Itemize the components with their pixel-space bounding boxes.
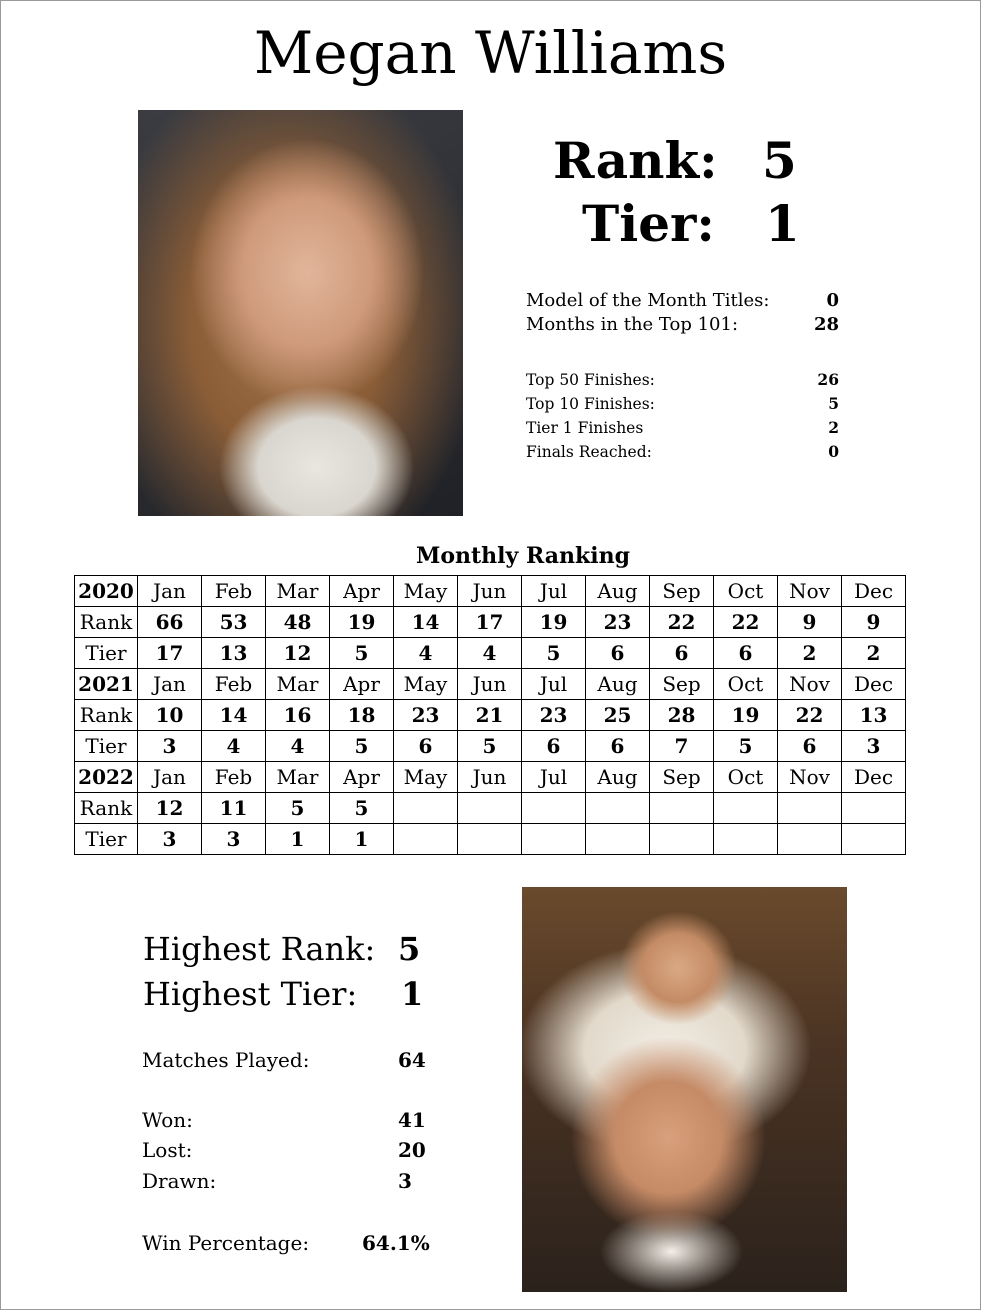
table-row-tier	[75, 824, 906, 855]
rank-value-cell: 18	[330, 700, 394, 731]
rank-value-cell	[842, 793, 906, 824]
table-row-rank	[75, 793, 906, 824]
year-label-cell: 2022	[75, 762, 138, 793]
tier-value-cell: 3	[202, 824, 266, 855]
month-header-cell: Jun	[458, 669, 522, 700]
tier-value-cell: 7	[650, 731, 714, 762]
tier-value-cell: 5	[458, 731, 522, 762]
matches-played-value: 64	[398, 1048, 426, 1072]
tier-label: Tier:	[582, 194, 715, 253]
month-header-cell: Sep	[650, 762, 714, 793]
win-percentage-label: Win Percentage:	[142, 1231, 310, 1255]
rank-value-cell	[394, 793, 458, 824]
month-header-cell: Jan	[138, 762, 202, 793]
rank-value-cell: 17	[458, 607, 522, 638]
tier-value-cell: 2	[778, 638, 842, 669]
month-header-cell: Jun	[458, 576, 522, 607]
tier-value-cell: 6	[586, 731, 650, 762]
month-header-cell: Nov	[778, 669, 842, 700]
highest-tier-label: Highest Tier:	[143, 975, 358, 1013]
month-header-cell: Sep	[650, 576, 714, 607]
year-label-cell: 2021	[75, 669, 138, 700]
rank-value-cell: 66	[138, 607, 202, 638]
tier-value-cell: 5	[714, 731, 778, 762]
model-portrait-photo	[138, 110, 463, 516]
tier-value-cell	[650, 824, 714, 855]
tier-value-cell: 17	[138, 638, 202, 669]
tier-row-label-cell: Tier	[75, 731, 138, 762]
rank-value-cell	[650, 793, 714, 824]
rank-value-cell: 14	[394, 607, 458, 638]
table-row-header	[75, 669, 906, 700]
model-runway-photo	[522, 887, 847, 1292]
stat-label-tier1: Tier 1 Finishes	[526, 419, 644, 437]
month-header-cell: Jul	[522, 576, 586, 607]
tier-value-cell: 6	[586, 638, 650, 669]
rank-value-cell: 11	[202, 793, 266, 824]
rank-value-cell: 12	[138, 793, 202, 824]
tier-value-cell	[778, 824, 842, 855]
tier-value-cell: 6	[522, 731, 586, 762]
month-header-cell: Sep	[650, 669, 714, 700]
tier-value-cell: 6	[714, 638, 778, 669]
month-header-cell: Jul	[522, 669, 586, 700]
rank-value-cell: 9	[842, 607, 906, 638]
won-value: 41	[398, 1108, 426, 1132]
stat-value-top10: 5	[828, 394, 839, 413]
month-header-cell: Aug	[586, 576, 650, 607]
rank-value-cell	[714, 793, 778, 824]
rank-value-cell: 5	[266, 793, 330, 824]
month-header-cell: May	[394, 576, 458, 607]
tier-value-cell: 12	[266, 638, 330, 669]
rank-value-cell: 28	[650, 700, 714, 731]
rank-label: Rank:	[553, 131, 718, 190]
model-name-title: Megan Williams	[253, 19, 728, 87]
table-row-header	[75, 576, 906, 607]
month-header-cell: Dec	[842, 762, 906, 793]
month-header-cell: May	[394, 762, 458, 793]
stat-label-finals: Finals Reached:	[526, 443, 652, 461]
tier-value-cell: 5	[522, 638, 586, 669]
rank-value-cell: 21	[458, 700, 522, 731]
table-row-rank	[75, 607, 906, 638]
month-header-cell: Apr	[330, 669, 394, 700]
rank-value-cell	[586, 793, 650, 824]
tier-value-cell: 6	[394, 731, 458, 762]
rank-value-cell: 13	[842, 700, 906, 731]
month-header-cell: Jan	[138, 669, 202, 700]
month-header-cell: Mar	[266, 669, 330, 700]
stat-value-finals: 0	[828, 442, 839, 461]
tier-value-cell: 4	[458, 638, 522, 669]
rank-value-cell	[458, 793, 522, 824]
month-header-cell: Nov	[778, 762, 842, 793]
rank-value-cell: 25	[586, 700, 650, 731]
rank-row-label-cell: Rank	[75, 607, 138, 638]
rank-value-cell: 19	[714, 700, 778, 731]
rank-value-cell: 23	[586, 607, 650, 638]
highest-rank-label: Highest Rank:	[143, 930, 376, 968]
stat-value-tier1: 2	[828, 418, 839, 437]
rank-value-cell: 23	[522, 700, 586, 731]
tier-row-label-cell: Tier	[75, 638, 138, 669]
stat-label-top50: Top 50 Finishes:	[526, 371, 655, 389]
stat-label-months-top101: Months in the Top 101:	[526, 314, 739, 335]
lost-value: 20	[398, 1138, 426, 1162]
rank-value-cell	[778, 793, 842, 824]
rank-value-cell: 22	[650, 607, 714, 638]
rank-row-label-cell: Rank	[75, 793, 138, 824]
tier-value-cell: 4	[202, 731, 266, 762]
lost-label: Lost:	[142, 1138, 193, 1162]
tier-value-cell: 2	[842, 638, 906, 669]
tier-value-cell: 4	[394, 638, 458, 669]
tier-value-cell: 13	[202, 638, 266, 669]
rank-value-cell: 16	[266, 700, 330, 731]
month-header-cell: Oct	[714, 762, 778, 793]
monthly-ranking-table	[74, 575, 906, 855]
month-header-cell: Apr	[330, 576, 394, 607]
month-header-cell: Jun	[458, 762, 522, 793]
tier-value-cell	[458, 824, 522, 855]
month-header-cell: Apr	[330, 762, 394, 793]
tier-value-cell: 3	[138, 731, 202, 762]
rank-value: 5	[762, 131, 797, 190]
tier-value-cell	[842, 824, 906, 855]
rank-value-cell: 23	[394, 700, 458, 731]
rank-row-label-cell: Rank	[75, 700, 138, 731]
tier-value-cell: 5	[330, 638, 394, 669]
table-row-rank	[75, 700, 906, 731]
tier-value-cell: 3	[842, 731, 906, 762]
month-header-cell: Feb	[202, 576, 266, 607]
rank-value-cell: 19	[522, 607, 586, 638]
matches-played-label: Matches Played:	[142, 1048, 310, 1072]
tier-value: 1	[765, 194, 800, 253]
monthly-ranking-title: Monthly Ranking	[416, 543, 630, 569]
highest-rank-value: 5	[398, 930, 421, 968]
drawn-value: 3	[398, 1169, 412, 1193]
rank-value-cell	[522, 793, 586, 824]
month-header-cell: Feb	[202, 669, 266, 700]
stat-value-motm-titles: 0	[826, 290, 839, 311]
rank-value-cell: 22	[778, 700, 842, 731]
tier-value-cell: 4	[266, 731, 330, 762]
rank-value-cell: 19	[330, 607, 394, 638]
tier-value-cell	[522, 824, 586, 855]
month-header-cell: Oct	[714, 576, 778, 607]
table-row-tier	[75, 731, 906, 762]
month-header-cell: Jul	[522, 762, 586, 793]
tier-value-cell: 1	[330, 824, 394, 855]
rank-value-cell: 9	[778, 607, 842, 638]
month-header-cell: Mar	[266, 576, 330, 607]
stat-label-top10: Top 10 Finishes:	[526, 395, 655, 413]
table-row-tier	[75, 638, 906, 669]
rank-value-cell: 10	[138, 700, 202, 731]
month-header-cell: Dec	[842, 576, 906, 607]
stat-label-motm-titles: Model of the Month Titles:	[526, 290, 770, 311]
rank-value-cell: 48	[266, 607, 330, 638]
month-header-cell: May	[394, 669, 458, 700]
rank-value-cell: 5	[330, 793, 394, 824]
tier-value-cell	[714, 824, 778, 855]
rank-value-cell: 14	[202, 700, 266, 731]
tier-row-label-cell: Tier	[75, 824, 138, 855]
won-label: Won:	[142, 1108, 193, 1132]
year-label-cell: 2020	[75, 576, 138, 607]
tier-value-cell: 5	[330, 731, 394, 762]
tier-value-cell	[586, 824, 650, 855]
drawn-label: Drawn:	[142, 1169, 217, 1193]
stat-value-months-top101: 28	[813, 314, 839, 335]
month-header-cell: Mar	[266, 762, 330, 793]
month-header-cell: Aug	[586, 762, 650, 793]
rank-value-cell: 22	[714, 607, 778, 638]
month-header-cell: Oct	[714, 669, 778, 700]
month-header-cell: Nov	[778, 576, 842, 607]
highest-tier-value: 1	[401, 975, 424, 1013]
month-header-cell: Aug	[586, 669, 650, 700]
month-header-cell: Feb	[202, 762, 266, 793]
tier-value-cell: 1	[266, 824, 330, 855]
month-header-cell: Dec	[842, 669, 906, 700]
month-header-cell: Jan	[138, 576, 202, 607]
stat-value-top50: 26	[817, 370, 839, 389]
tier-value-cell: 3	[138, 824, 202, 855]
tier-value-cell: 6	[650, 638, 714, 669]
tier-value-cell: 6	[778, 731, 842, 762]
table-row-header	[75, 762, 906, 793]
win-percentage-value: 64.1%	[362, 1231, 430, 1255]
rank-value-cell: 53	[202, 607, 266, 638]
tier-value-cell	[394, 824, 458, 855]
